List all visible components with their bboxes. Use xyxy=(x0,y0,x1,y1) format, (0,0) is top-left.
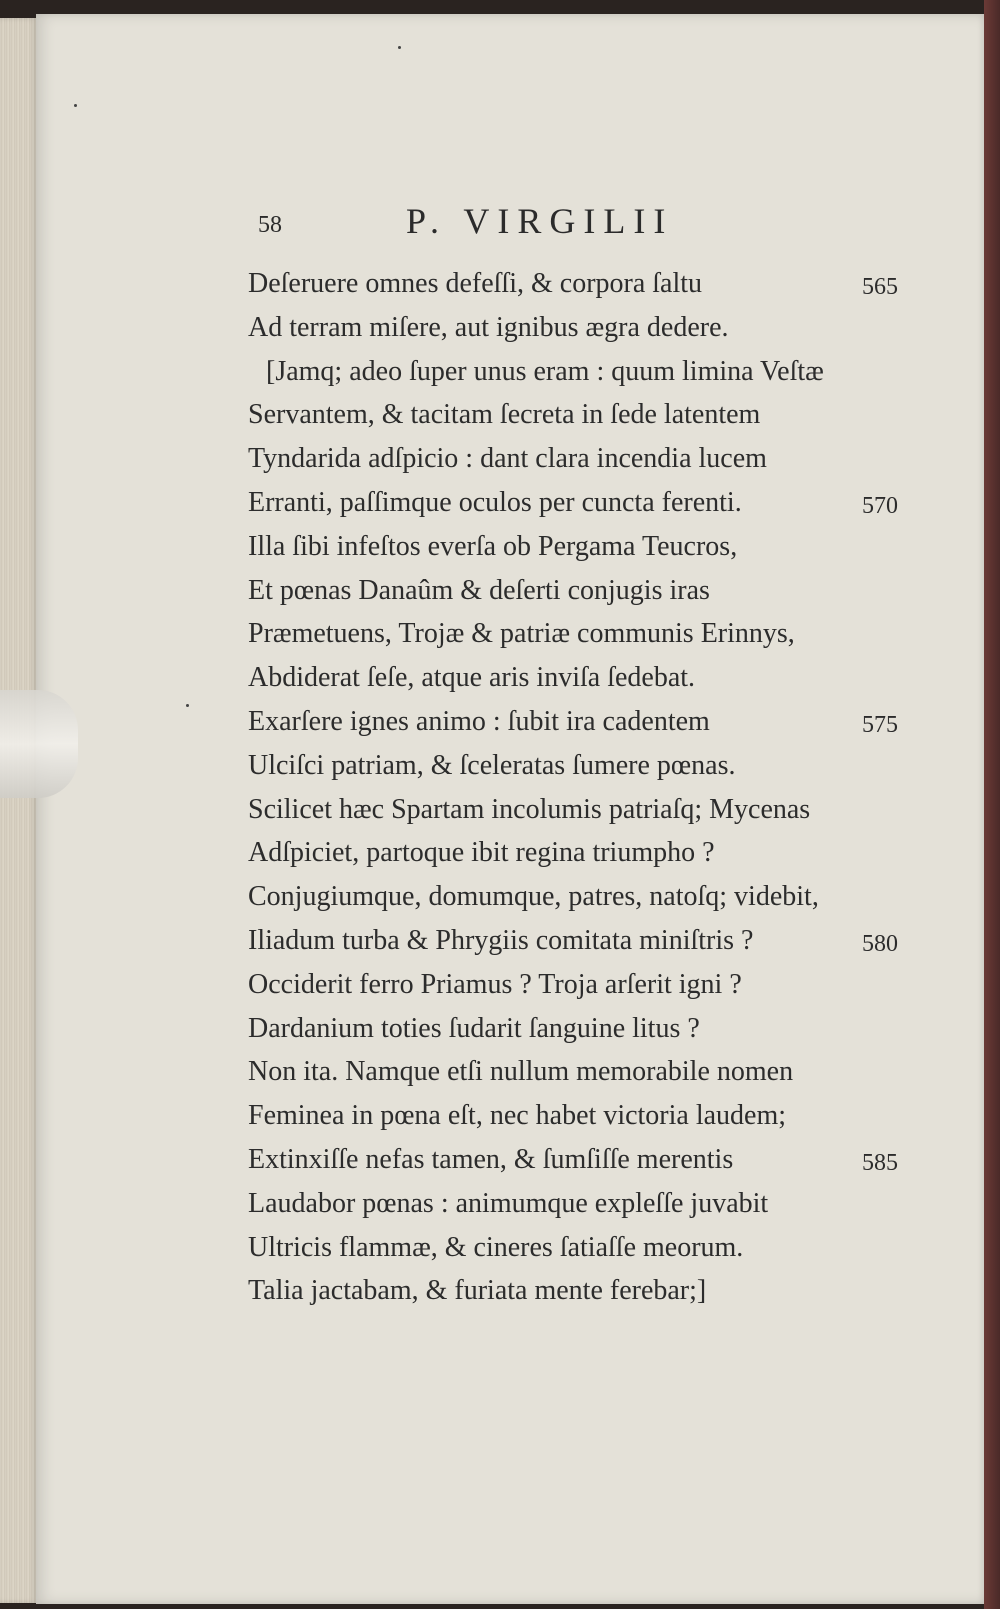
page-header xyxy=(258,200,908,250)
verse-line xyxy=(248,306,908,350)
line-number: 575 xyxy=(862,711,898,738)
verse-line xyxy=(248,788,908,832)
verse-line xyxy=(248,744,908,788)
verse-line xyxy=(248,437,908,481)
verse-line xyxy=(248,1138,908,1182)
verse-text: Præmetuens, Trojæ & patriæ communis Erinnys, xyxy=(248,618,795,650)
verse-line xyxy=(248,1269,908,1313)
verse-line xyxy=(248,656,908,700)
verse-text: Deſeruere omnes defeſſi, & corpora ſaltu xyxy=(248,268,703,299)
verse-line xyxy=(248,875,908,919)
verse-text: Talia jactabam, & furiata mente ferebar;] xyxy=(248,1275,707,1307)
finger-shadow xyxy=(0,690,78,798)
verse-text: Feminea in pœna eſt, nec habet victoria laudem; xyxy=(248,1100,787,1132)
verse-text: Erranti, paſſimque oculos per cuncta ferenti. xyxy=(248,486,742,518)
verse-line xyxy=(248,612,908,656)
verse-line xyxy=(248,700,908,744)
verse-block xyxy=(248,262,908,1313)
page-edges xyxy=(0,18,38,1603)
verse-line xyxy=(248,1226,908,1270)
book-binding xyxy=(984,0,1000,1609)
verse-line xyxy=(248,393,908,437)
line-number: 570 xyxy=(862,492,898,519)
verse-text: Occiderit ferro Priamus ? Troja arſerit igni ? xyxy=(248,968,742,1000)
verse-text: Ulciſci patriam, & ſceleratas ſumere pœnas. xyxy=(248,749,736,781)
verse-text: Laudabor pœnas : animumque expleſſe juvabit xyxy=(248,1187,769,1219)
verse-text: [Jamq; adeo ſuper unus eram : quum limina Veſtæ xyxy=(266,355,824,387)
verse-line xyxy=(248,569,908,613)
verse-text: Scilicet hæc Spartam incolumis patriaſq; Mycenas xyxy=(248,793,811,825)
verse-line xyxy=(248,1007,908,1051)
verse-text: Exarſere ignes animo : ſubit ira cadentem xyxy=(248,705,710,737)
verse-line xyxy=(248,1050,908,1094)
verse-line xyxy=(248,481,908,525)
ink-speck xyxy=(398,46,401,49)
verse-text: Abdiderat ſeſe, atque aris inviſa ſedebat. xyxy=(248,662,696,694)
verse-text: Et pœnas Danaûm & deſerti conjugis iras xyxy=(248,574,710,606)
verse-line xyxy=(248,525,908,569)
verse-line xyxy=(248,831,908,875)
verse-text: Tyndarida adſpicio : dant clara incendia lucem xyxy=(248,443,767,475)
line-number: 580 xyxy=(862,930,898,957)
verse-text: Conjugiumque, domumque, patres, natoſq; videbit, xyxy=(248,881,819,913)
verse-text: Iliadum turba & Phrygiis comitata miniſtris ? xyxy=(248,924,754,956)
verse-line xyxy=(248,262,908,306)
running-title: P. VIRGILII xyxy=(406,201,674,241)
line-number: 565 xyxy=(862,274,898,300)
verse-text: Extinxiſſe nefas tamen, & ſumſiſſe merentis xyxy=(248,1143,734,1175)
verse-text: Non ita. Namque etſi nullum memorabile nomen xyxy=(248,1056,794,1088)
verse-text: Ad terram miſere, aut ignibus ægra dedere. xyxy=(248,311,729,343)
verse-line xyxy=(248,963,908,1007)
verse-text: Dardanium toties ſudarit ſanguine litus ? xyxy=(248,1012,700,1044)
verse-text: Adſpiciet, partoque ibit regina triumpho ? xyxy=(248,837,715,869)
verse-text: Illa ſibi infeſtos everſa ob Pergama Teucros, xyxy=(248,530,738,562)
ink-speck xyxy=(74,104,77,107)
verse-line xyxy=(248,1182,908,1226)
verse-line xyxy=(248,1094,908,1138)
page-number: 58 xyxy=(258,212,282,238)
ink-speck xyxy=(186,704,189,707)
verse-text: Ultricis flammæ, & cineres ſatiaſſe meorum. xyxy=(248,1231,744,1263)
verse-line xyxy=(248,350,908,394)
verse-text: Servantem, & tacitam ſecreta in ſede latentem xyxy=(248,399,761,431)
verse-line xyxy=(248,919,908,963)
line-number: 585 xyxy=(862,1149,898,1176)
